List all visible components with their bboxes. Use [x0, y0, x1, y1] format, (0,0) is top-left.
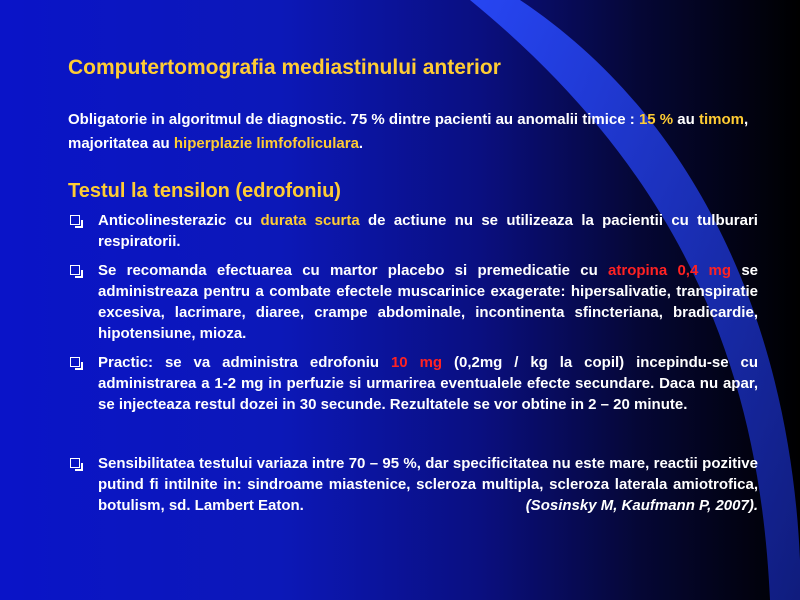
- slide-title: Computertomografia mediastinului anterior: [68, 56, 501, 79]
- intro-text-2: au: [673, 111, 699, 128]
- bullet-text: Practic: se va administra edrofoniu: [98, 354, 391, 371]
- intro-text-1: Obligatorie in algoritmul de diagnostic. 75 % dintre pacienti au anomalii timice :: [68, 111, 639, 128]
- intro-paragraph: [68, 108, 768, 156]
- section-subtitle: Testul la tensilon (edrofoniu): [68, 180, 341, 202]
- list-item: [68, 210, 758, 252]
- citation: (Sosinsky M, Kaufmann P, 2007).: [525, 497, 758, 514]
- bullet-highlight: atropina 0,4 mg: [608, 262, 732, 279]
- list-item: [68, 453, 758, 516]
- bullet-text: se administreaza pentru a combate efectele muscarinice exagerate: hipersalivatie, transpiratie excesiva, lacrimare, diaree, crampe abdominale, incontinenta sfincteriana, bradicardie, hipotensiune, mioza.: [98, 262, 759, 342]
- bullet-box-icon: [70, 265, 80, 275]
- bullet-text: Se recomanda efectuarea cu martor placebo si premedicatie cu: [98, 262, 609, 279]
- list-item: [68, 352, 758, 415]
- intro-highlight-percent: 15 %: [638, 111, 674, 128]
- bullet-text: (0,2mg / kg la copil) incepindu-se cu administrarea a 1-2 mg in perfuzie si urmarirea eventualele efecte secundare. Daca nu apar, se injecteaza restul dozei in 30 secunde. Rezultatele se vor obtine in 2 – 20 minute.: [98, 354, 759, 413]
- bullet-text: Anticolinesterazic cu: [98, 212, 261, 229]
- intro-text-3: , majoritatea au: [68, 111, 749, 152]
- bullet-box-icon: [70, 458, 80, 468]
- bullet-highlight: 10 mg: [390, 354, 443, 371]
- intro-highlight-hiperplazie: hiperplazie limfofoliculara: [173, 135, 359, 152]
- intro-highlight-timom: timom: [698, 111, 744, 128]
- list-item: [68, 260, 758, 344]
- bullet-list: [68, 210, 758, 524]
- bullet-highlight: durata scurta: [260, 212, 360, 229]
- bullet-text: Sensibilitatea testului variaza intre 70 – 95 %, dar specificitatea nu este mare, reactii pozitive putind fi intilnite in: sindroame miastenice, scleroza multipla, scleroza laterala amiotrofica, botulism, sd. Lambert Eaton.: [98, 455, 758, 514]
- bullet-box-icon: [70, 215, 80, 225]
- bullet-box-icon: [70, 357, 80, 367]
- bullet-text: de actiune nu se utilizeaza la pacientii cu tulburari respiratorii.: [98, 212, 758, 250]
- intro-text-4: .: [358, 135, 364, 152]
